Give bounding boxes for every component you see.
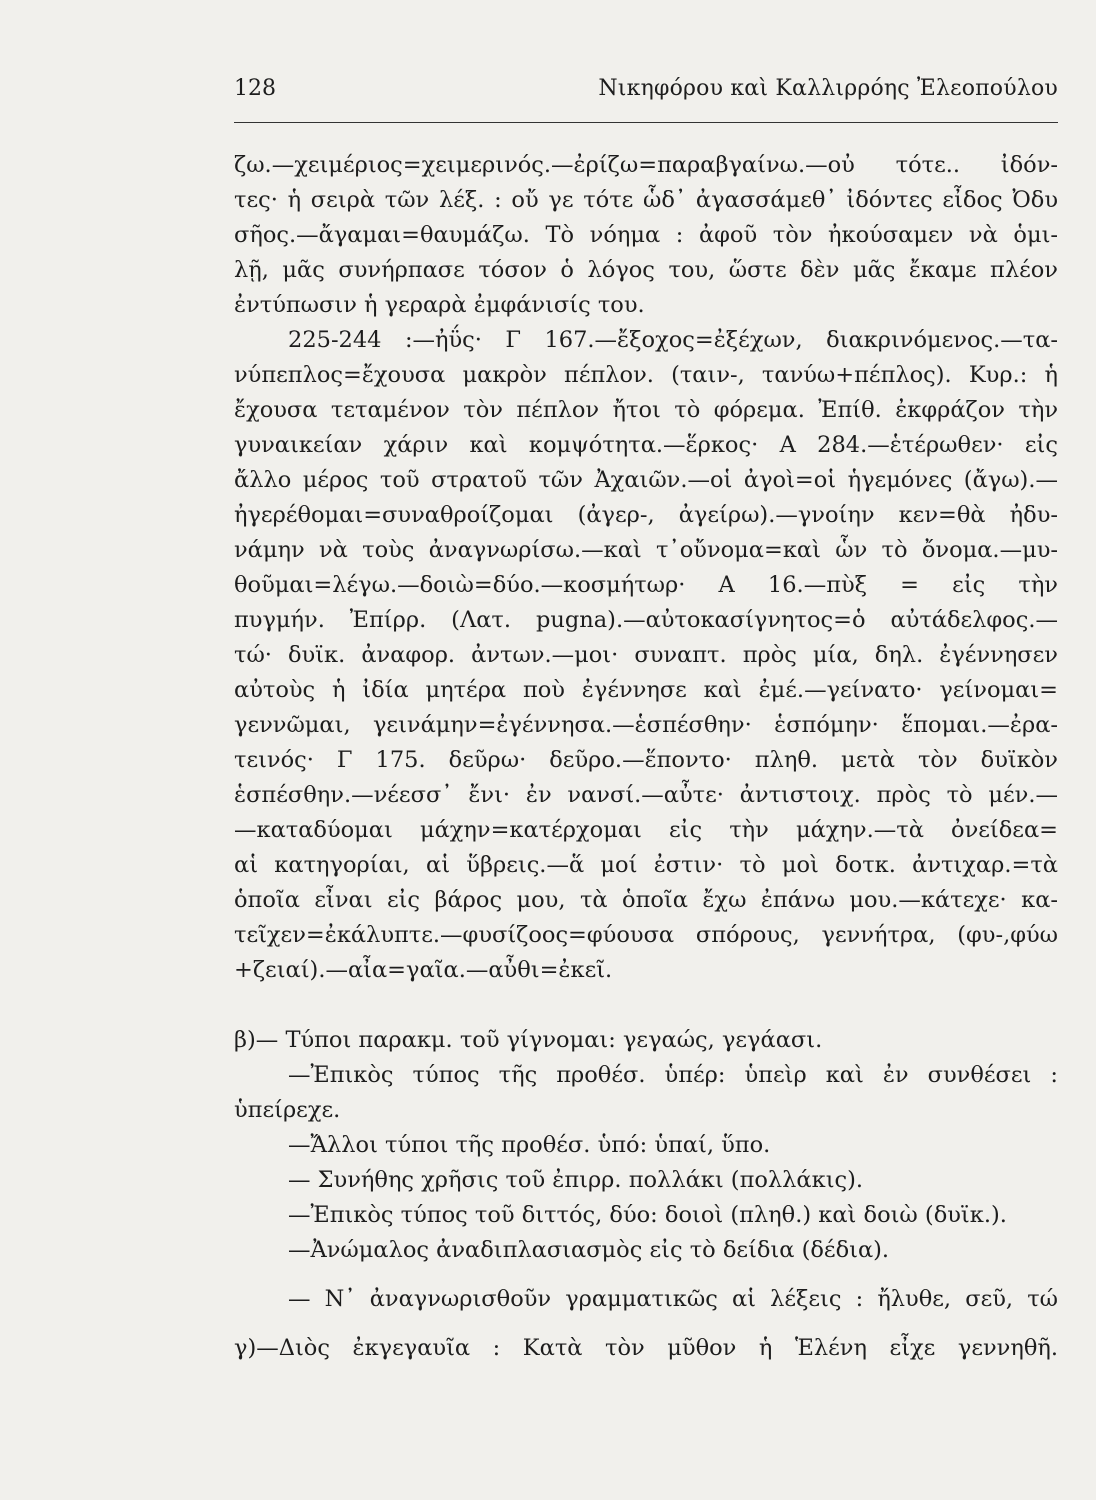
section-line: —Ἐπικὸς τύπος τοῦ διττός, δύο: δοιοὶ (πληθ.) καὶ δοιὼ (δυϊκ.). — [288, 1202, 1007, 1228]
text-line: τες· ἡ σειρὰ τῶν λέξ. : οὔ γε τότε ὧδ᾽ ἀγασσάμεθ᾽ ἰδόντες εἶδος Ὀδυ — [234, 187, 1058, 213]
text-line: ὁποῖα εἶναι εἰς βάρος μου, τὰ ὁποῖα ἔχω ἐπάνω μου.—κάτεχε· κα- — [234, 887, 1058, 913]
text-line: νύπεπλος=ἔχουσα μακρὸν πέπλον. (ταιν-, τανύω+πέπλος). Κυρ.: ἡ — [234, 362, 1058, 388]
text-line: ἄλλο μέρος τοῦ στρατοῦ τῶν Ἀχαιῶν.—οἱ ἀγοὶ=οἱ ἡγεμόνες (ἄγω).— — [234, 467, 1058, 493]
text-line: ζω.—χειμέριος=χειμερινός.—ἐρίζω=παραβγαίνω.—οὐ τότε.. ἰδόν- — [234, 152, 1058, 178]
header-rule — [234, 122, 1058, 123]
text-line: τεινός· Γ 175. δεῦρω· δεῦρο.—ἕποντο· πληθ. μετὰ τὸν δυϊκὸν — [234, 747, 1058, 773]
section-line: —Ἄλλοι τύποι τῆς προθέσ. ὑπό: ὑπαί, ὕπο. — [288, 1132, 771, 1158]
page-number: 128 — [234, 76, 276, 101]
small-gap — [234, 1268, 1058, 1282]
text-line: ἔχουσα τεταμένον τὸν πέπλον ἤτοι τὸ φόρεμα. Ἐπίθ. ἐκφράζον τὴν — [234, 397, 1058, 423]
text-line: λῇ, μᾶς συνήρπασε τόσον ὁ λόγος του, ὥστε δὲν μᾶς ἔκαμε πλέον — [234, 257, 1058, 283]
text-line: σῆος.—ἄγαμαι=θαυμάζω. Τὸ νόημα : ἀφοῦ τὸν ἠκούσαμεν νὰ ὁμι- — [234, 222, 1058, 248]
section-line: — Συνήθης χρῆσις τοῦ ἐπιρρ. πολλάκι (πολλάκις). — [288, 1167, 864, 1193]
text-line: ἠγερέθομαι=συναθροίζομαι (ἀγερ-, ἀγείρω).—γνοίην κεν=θὰ ἠδυ- — [234, 502, 1058, 528]
text-line: ἐντύπωσιν ἡ γεραρὰ ἐμφάνισίς του. — [234, 292, 645, 318]
text-line: γυναικείαν χάριν καὶ κομψότητα.—ἕρκος· Α 284.—ἑτέρωθεν· εἰς — [234, 432, 1058, 458]
section-line: —Ἀνώμαλος ἀναδιπλασιασμὸς εἰς τὸ δείδια (δέδια). — [288, 1237, 890, 1263]
section-beta: β)— Τύποι παρακμ. τοῦ γίγνομαι: γεγαώς, γεγάασι. — [234, 1027, 823, 1053]
commentary-body — [234, 148, 1058, 1366]
text-line: 225-244 :—ἠΰς· Γ 167.—ἔξοχος=ἐξέχων, διακρινόμενος.—τα- — [288, 327, 1058, 353]
small-gap — [234, 1317, 1058, 1331]
text-line: θοῦμαι=λέγω.—δοιὼ=δύο.—κοσμήτωρ· Α 16.—πὺξ = εἰς τὴν — [234, 572, 1058, 598]
text-line: τεῖχεν=ἐκάλυπτε.—φυσίζοος=φύουσα σπόρους, γεννήτρα, (φυ-,φύω — [234, 922, 1058, 948]
text-line: πυγμήν. Ἐπίρρ. (Λατ. pugna).—αὐτοκασίγνητος=ὁ αὐτάδελφος.— — [234, 607, 1058, 633]
text-line: τώ· δυϊκ. ἀναφορ. ἀντων.—μοι· συναπτ. πρὸς μία, δηλ. ἐγέννησεν — [234, 642, 1058, 668]
text-line: αἱ κατηγορίαι, αἱ ὕβρεις.—ἅ μοί ἐστιν· τὸ μοὶ δοτκ. ἀντιχαρ.=τὰ — [234, 852, 1058, 878]
text-line: ἑσπέσθην.—νέεσσ᾽ ἔνι· ἐν νανσί.—αὖτε· ἀντιστοιχ. πρὸς τὸ μέν.— — [234, 782, 1058, 808]
page-header — [234, 76, 1058, 110]
text-line: +ζειαί).—αἶα=γαῖα.—αὖθι=ἐκεῖ. — [234, 957, 613, 983]
section-gamma: γ)—Διὸς ἐκγεγαυῖα : Κατὰ τὸν μῦθον ἡ Ἑλένη εἶχε γεννηθῆ. — [234, 1335, 1058, 1361]
section-gap — [234, 988, 1058, 1023]
text-line: αὐτοὺς ἡ ἰδία μητέρα ποὺ ἐγέννησε καὶ ἐμέ.—γείνατο· γείνομαι= — [234, 677, 1058, 703]
text-line: γεννῶμαι, γεινάμην=ἐγέννησα.—ἑσπέσθην· ἑσπόμην· ἕπομαι.—ἐρα- — [234, 712, 1058, 738]
running-title: Νικηφόρου καὶ Καλλιρρόης Ἐλεοπούλου — [598, 76, 1058, 101]
section-line: — Ν᾽ ἀναγνωρισθοῦν γραμματικῶς αἱ λέξεις : ἤλυθε, σεῦ, τώ — [288, 1286, 1058, 1312]
section-line: ὑπείρεχε. — [234, 1097, 341, 1123]
text-line: νάμην νὰ τοὺς ἀναγνωρίσω.—καὶ τ᾽οὔνομα=καὶ ὧν τὸ ὄνομα.—μυ- — [234, 537, 1058, 563]
section-line: —Ἐπικὸς τύπος τῆς προθέσ. ὑπέρ: ὑπεὶρ καὶ ἐν συνθέσει : — [288, 1062, 1058, 1088]
text-line: —καταδύομαι μάχην=κατέρχομαι εἰς τὴν μάχην.—τὰ ὀνείδεα= — [234, 817, 1058, 843]
